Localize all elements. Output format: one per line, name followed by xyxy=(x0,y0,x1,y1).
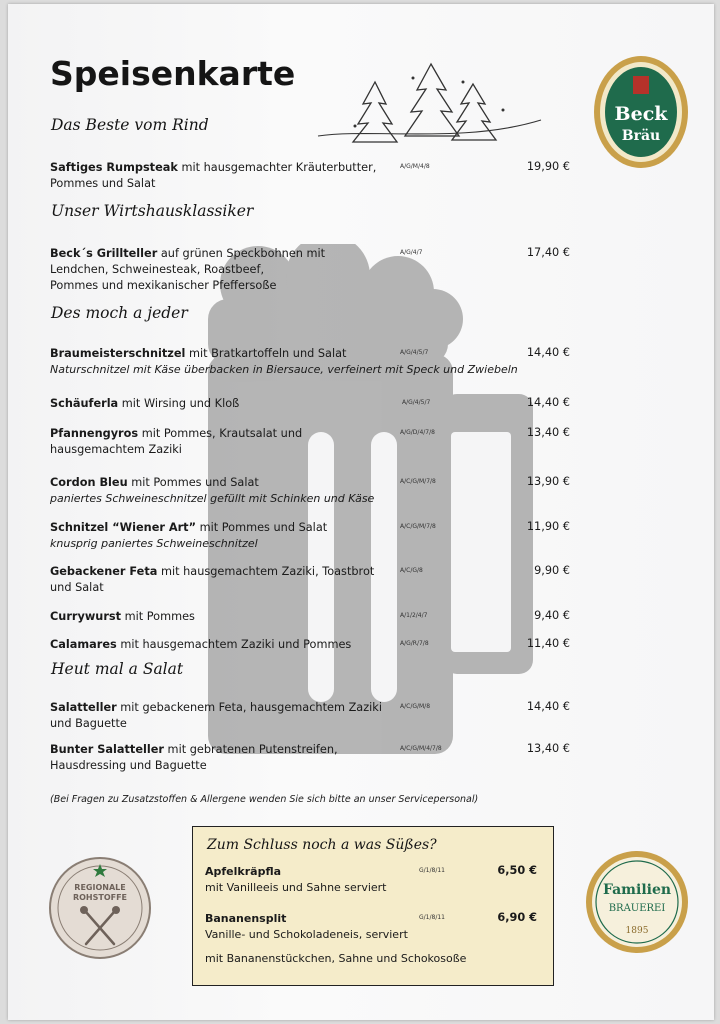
dish-desc: Pommes und mexikanischer Pfeffersoße xyxy=(50,279,277,292)
menu-item-currywurst xyxy=(50,609,570,625)
price: 6,50 € xyxy=(497,864,537,877)
price: 13,90 € xyxy=(526,475,570,488)
dish-name: Cordon Bleu xyxy=(50,476,128,489)
dish-desc: mit Pommes xyxy=(121,610,195,623)
dish-name: Currywurst xyxy=(50,610,122,623)
dish-desc: mit gebratenen Putenstreifen, xyxy=(163,743,338,756)
dish-name: Bunter Salatteller xyxy=(50,743,164,756)
price: 17,40 € xyxy=(526,246,570,259)
dish-desc: und Baguette xyxy=(50,717,127,730)
beck-braeu-logo xyxy=(592,54,690,170)
allergen-codes: G/1/8/11 xyxy=(419,867,445,874)
dish-desc: mit Pommes, Krautsalat und xyxy=(138,427,303,440)
price: 6,90 € xyxy=(497,911,537,924)
dish-desc: mit hausgemachtem Zaziki und Pommes xyxy=(116,638,352,651)
allergen-codes: A/C/G/8 xyxy=(400,567,423,574)
allergen-note: (Bei Fragen zu Zusatzstoffen & Allergene wenden Sie sich bitte an unser Servicepersonal) xyxy=(50,794,479,805)
dish-name: Beck´s Grillteller xyxy=(50,247,158,260)
section-heading-salat: Heut mal a Salat xyxy=(51,660,184,678)
menu-item-gebackener-feta xyxy=(50,564,570,596)
section-heading-jeder: Des moch a jeder xyxy=(51,304,188,322)
allergen-codes: A/C/G/M/4/7/8 xyxy=(400,745,442,752)
dish-desc: Pommes und Salat xyxy=(50,177,156,190)
svg-text:Beck: Beck xyxy=(614,103,668,125)
menu-item-bunter-salatteller xyxy=(50,742,570,774)
dish-name: Salatteller xyxy=(50,701,117,714)
allergen-codes: G/1/8/11 xyxy=(419,914,445,921)
allergen-codes: A/C/G/M/7/8 xyxy=(400,478,436,485)
dish-desc: mit gebackenem Feta, hausgemachtem Zaziki xyxy=(116,701,382,714)
dish-desc: Lendchen, Schweinesteak, Roastbeef, xyxy=(50,263,265,276)
svg-text:ROHSTOFFE: ROHSTOFFE xyxy=(72,893,128,902)
dessert-box xyxy=(192,826,554,986)
menu-item-braumeisterschnitzel xyxy=(50,346,570,378)
dish-desc: und Salat xyxy=(50,581,104,594)
allergen-codes: A/C/G/M/8 xyxy=(400,703,431,710)
menu-item-schaeuferla xyxy=(50,396,570,412)
dish-subtitle: paniertes Schweineschnitzel gefüllt mit Schinken und Käse xyxy=(50,492,375,505)
svg-text:BRAUEREI: BRAUEREI xyxy=(608,903,666,914)
allergen-codes: A/G/4/5/7 xyxy=(400,349,429,356)
dish-name: Calamares xyxy=(50,638,117,651)
dish-desc: mit hausgemachtem Zaziki, Toastbrot xyxy=(157,565,375,578)
price: 19,90 € xyxy=(526,160,570,173)
dish-name: Saftiges Rumpsteak xyxy=(50,161,178,174)
dish-desc: mit Wirsing und Kloß xyxy=(118,397,240,410)
menu-item-rumpsteak xyxy=(50,160,570,192)
price: 13,40 € xyxy=(526,742,570,755)
svg-text:Familien: Familien xyxy=(602,882,672,898)
dish-desc: mit Vanilleeis und Sahne serviert xyxy=(205,881,387,894)
dish-name: Schäuferla xyxy=(50,397,119,410)
allergen-codes: A/1/2/4/7 xyxy=(400,612,428,619)
dish-desc: mit Pommes und Salat xyxy=(127,476,259,489)
menu-item-salatteller xyxy=(50,700,570,732)
dish-desc: hausgemachtem Zaziki xyxy=(50,443,182,456)
dish-desc: mit Bananenstückchen, Sahne und Schokosoße xyxy=(205,952,467,965)
menu-item-schnitzel-wiener xyxy=(50,520,570,552)
menu-page xyxy=(8,4,714,1020)
menu-item-pfannengyros xyxy=(50,426,570,458)
page-title: Speisenkarte xyxy=(50,54,296,93)
price: 11,90 € xyxy=(526,520,570,533)
dish-name: Braumeisterschnitzel xyxy=(50,347,186,360)
dish-desc: mit Bratkartoffeln und Salat xyxy=(185,347,347,360)
allergen-codes: A/C/G/M/7/8 xyxy=(400,523,436,530)
dish-name: Schnitzel “Wiener Art” xyxy=(50,521,196,534)
svg-text:1895: 1895 xyxy=(625,926,649,936)
dish-desc: auf grünen Speckbohnen mit xyxy=(157,247,326,260)
price: 14,40 € xyxy=(526,700,570,713)
dish-name: Pfannengyros xyxy=(50,427,139,440)
dish-subtitle: Naturschnitzel mit Käse überbacken in Biersauce, verfeinert mit Speck und Zwiebeln xyxy=(50,363,518,376)
menu-item-calamares xyxy=(50,637,570,653)
menu-item-grillteller xyxy=(50,246,570,294)
allergen-codes: A/G/D/4/7/8 xyxy=(400,429,435,436)
price: 9,40 € xyxy=(534,609,570,622)
price: 13,40 € xyxy=(526,426,570,439)
section-heading-rind: Das Beste vom Rind xyxy=(51,116,209,134)
dish-desc: mit Pommes und Salat xyxy=(196,521,328,534)
price: 14,40 € xyxy=(526,396,570,409)
price: 11,40 € xyxy=(526,637,570,650)
dish-name: Apfelkräpfla xyxy=(205,865,282,878)
christmas-trees-decoration xyxy=(313,62,543,146)
svg-text:REGIONALE: REGIONALE xyxy=(74,883,126,892)
dish-name: Bananensplit xyxy=(205,912,287,925)
allergen-codes: A/G/M/4/8 xyxy=(400,163,430,170)
dessert-heading: Zum Schluss noch a was Süßes? xyxy=(207,837,437,853)
allergen-codes: A/G/4/7 xyxy=(400,249,423,256)
menu-item-apfelkraepfla xyxy=(205,864,537,896)
regionale-rohstoffe-badge xyxy=(48,856,152,960)
price: 9,90 € xyxy=(534,564,570,577)
svg-text:Bräu: Bräu xyxy=(621,128,661,144)
dish-desc: mit hausgemachter Kräuterbutter, xyxy=(177,161,377,174)
allergen-codes: A/G/4/5/7 xyxy=(402,399,431,406)
familien-brauerei-badge xyxy=(584,849,690,955)
dish-name: Gebackener Feta xyxy=(50,565,158,578)
dish-subtitle: knusprig paniertes Schweineschnitzel xyxy=(50,537,258,550)
menu-item-cordon-bleu xyxy=(50,475,570,507)
menu-item-bananensplit xyxy=(205,911,537,967)
allergen-codes: A/G/R/7/8 xyxy=(400,640,429,647)
price: 14,40 € xyxy=(526,346,570,359)
section-heading-klassiker: Unser Wirtshausklassiker xyxy=(51,202,254,220)
dish-desc: Vanille- und Schokoladeneis, serviert xyxy=(205,928,408,941)
dish-desc: Hausdressing und Baguette xyxy=(50,759,207,772)
